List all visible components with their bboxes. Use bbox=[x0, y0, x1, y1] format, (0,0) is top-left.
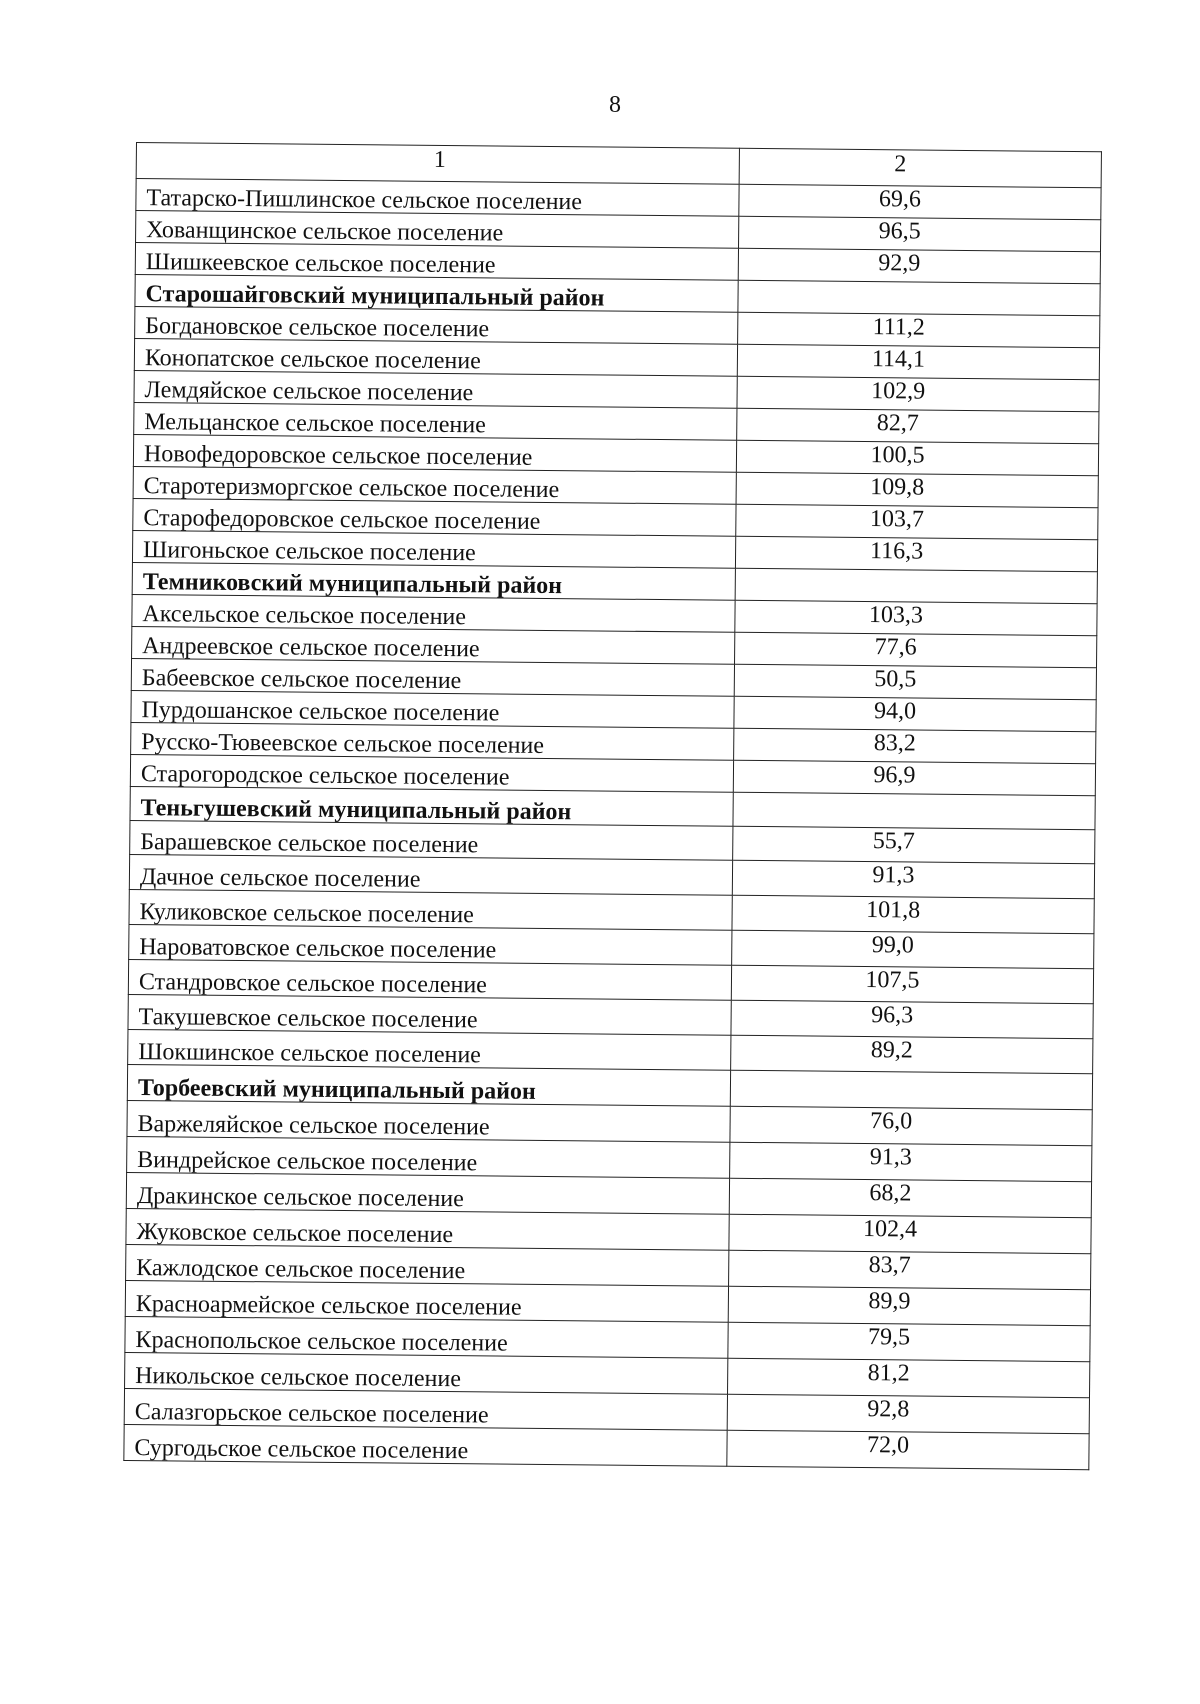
settlement-name: Старотеризморгское сельское поселение bbox=[133, 466, 736, 504]
settlement-value: 96,5 bbox=[739, 216, 1101, 251]
settlement-name: Варжеляйское сельское поселение bbox=[127, 1100, 730, 1142]
settlement-value: 69,6 bbox=[739, 184, 1101, 219]
settlement-name: Барашевское сельское поселение bbox=[130, 820, 733, 860]
settlement-value bbox=[735, 568, 1097, 603]
settlement-value: 91,3 bbox=[730, 1142, 1092, 1181]
settlement-name: Дракинское сельское поселение bbox=[126, 1172, 729, 1214]
settlement-name: Шишкеевское сельское поселение bbox=[135, 243, 738, 281]
district-name: Теньгушевский муниципальный район bbox=[130, 786, 733, 826]
settlement-value: 116,3 bbox=[735, 536, 1097, 571]
settlement-name: Жуковское сельское поселение bbox=[126, 1208, 729, 1250]
district-name: Торбеевский муниципальный район bbox=[127, 1064, 730, 1106]
settlement-value: 96,3 bbox=[731, 1000, 1093, 1038]
settlement-name: Никольское сельское поселение bbox=[125, 1352, 728, 1394]
settlement-name: Шигоньское сельское поселение bbox=[132, 530, 735, 568]
settlement-value: 91,3 bbox=[732, 860, 1094, 898]
settlement-name: Татарско-Пишлинское сельское поселение bbox=[136, 179, 739, 217]
settlement-name: Кажлодское сельское поселение bbox=[126, 1244, 729, 1286]
settlement-name: Бабеевское сельское поселение bbox=[131, 658, 734, 696]
settlement-value: 79,5 bbox=[728, 1322, 1090, 1361]
settlement-name: Стандровское сельское поселение bbox=[128, 959, 731, 1000]
settlement-name: Новофедоровское сельское поселение bbox=[133, 434, 736, 472]
settlement-value: 100,5 bbox=[736, 440, 1098, 475]
settlement-value: 103,3 bbox=[735, 600, 1097, 635]
settlement-value: 96,9 bbox=[733, 760, 1095, 795]
settlement-value bbox=[730, 1070, 1092, 1109]
column-header-2: 2 bbox=[739, 148, 1101, 187]
column-header-1: 1 bbox=[136, 143, 739, 185]
settlement-name: Красноармейское сельское поселение bbox=[125, 1280, 728, 1322]
settlement-value: 50,5 bbox=[734, 664, 1096, 699]
settlement-name: Такушевское сельское поселение bbox=[128, 994, 731, 1035]
settlement-name: Хованщинское сельское поселение bbox=[136, 211, 739, 249]
district-name: Старошайговский муниципальный район bbox=[135, 274, 738, 312]
settlement-name: Аксельское сельское поселение bbox=[132, 594, 735, 632]
settlement-value: 101,8 bbox=[732, 895, 1094, 933]
settlement-value: 82,7 bbox=[737, 408, 1099, 443]
settlement-name: Дачное сельское поселение bbox=[129, 854, 732, 895]
settlement-value bbox=[733, 792, 1095, 829]
settlement-value bbox=[738, 280, 1100, 315]
settlement-value: 111,2 bbox=[738, 312, 1100, 347]
settlement-value: 92,9 bbox=[738, 248, 1100, 283]
settlement-value: 83,7 bbox=[729, 1250, 1091, 1289]
district-name: Темниковский муниципальный район bbox=[132, 562, 735, 600]
settlement-value: 55,7 bbox=[733, 826, 1095, 863]
settlement-value: 99,0 bbox=[732, 930, 1094, 968]
settlement-value: 81,2 bbox=[728, 1358, 1090, 1397]
settlement-value: 114,1 bbox=[737, 344, 1099, 379]
settlement-value: 89,9 bbox=[728, 1286, 1090, 1325]
settlement-name: Русско-Тювеевское сельское поселение bbox=[131, 722, 734, 760]
settlement-name: Нароватовское сельское поселение bbox=[129, 924, 732, 965]
settlement-name: Краснопольское сельское поселение bbox=[125, 1316, 728, 1358]
settlement-value: 77,6 bbox=[735, 632, 1097, 667]
settlement-name: Богдановское сельское поселение bbox=[135, 306, 738, 344]
settlement-value: 89,2 bbox=[731, 1035, 1093, 1073]
settlement-value: 102,9 bbox=[737, 376, 1099, 411]
settlement-value: 109,8 bbox=[736, 472, 1098, 507]
settlement-name: Конопатское сельское поселение bbox=[134, 338, 737, 376]
settlement-name: Виндрейское сельское поселение bbox=[127, 1136, 730, 1178]
settlement-value: 102,4 bbox=[729, 1214, 1091, 1253]
settlement-value: 68,2 bbox=[729, 1178, 1091, 1217]
settlement-name: Старофедоровское сельское поселение bbox=[133, 498, 736, 536]
settlement-value: 107,5 bbox=[731, 965, 1093, 1003]
page-number: 8 bbox=[609, 92, 621, 118]
settlement-name: Куликовское сельское поселение bbox=[129, 889, 732, 930]
settlement-value: 103,7 bbox=[736, 504, 1098, 539]
settlement-value: 94,0 bbox=[734, 696, 1096, 731]
settlement-name: Старогородское сельское поселение bbox=[130, 754, 733, 792]
settlement-name: Мельцанское сельское поселение bbox=[134, 402, 737, 440]
settlement-name: Лемдяйское сельское поселение bbox=[134, 370, 737, 408]
settlement-name: Сургодьское сельское поселение bbox=[124, 1424, 727, 1466]
settlement-value: 92,8 bbox=[727, 1394, 1089, 1433]
settlement-name: Шокшинское сельское поселение bbox=[128, 1029, 731, 1070]
settlement-name: Салазгорьское сельское поселение bbox=[124, 1388, 727, 1430]
settlements-table bbox=[123, 142, 1102, 1470]
settlement-value: 72,0 bbox=[727, 1430, 1089, 1469]
settlement-value: 76,0 bbox=[730, 1106, 1092, 1145]
table-body bbox=[124, 143, 1102, 1470]
settlement-value: 83,2 bbox=[734, 728, 1096, 763]
settlement-name: Пурдошанское сельское поселение bbox=[131, 690, 734, 728]
settlement-name: Андреевское сельское поселение bbox=[132, 626, 735, 664]
